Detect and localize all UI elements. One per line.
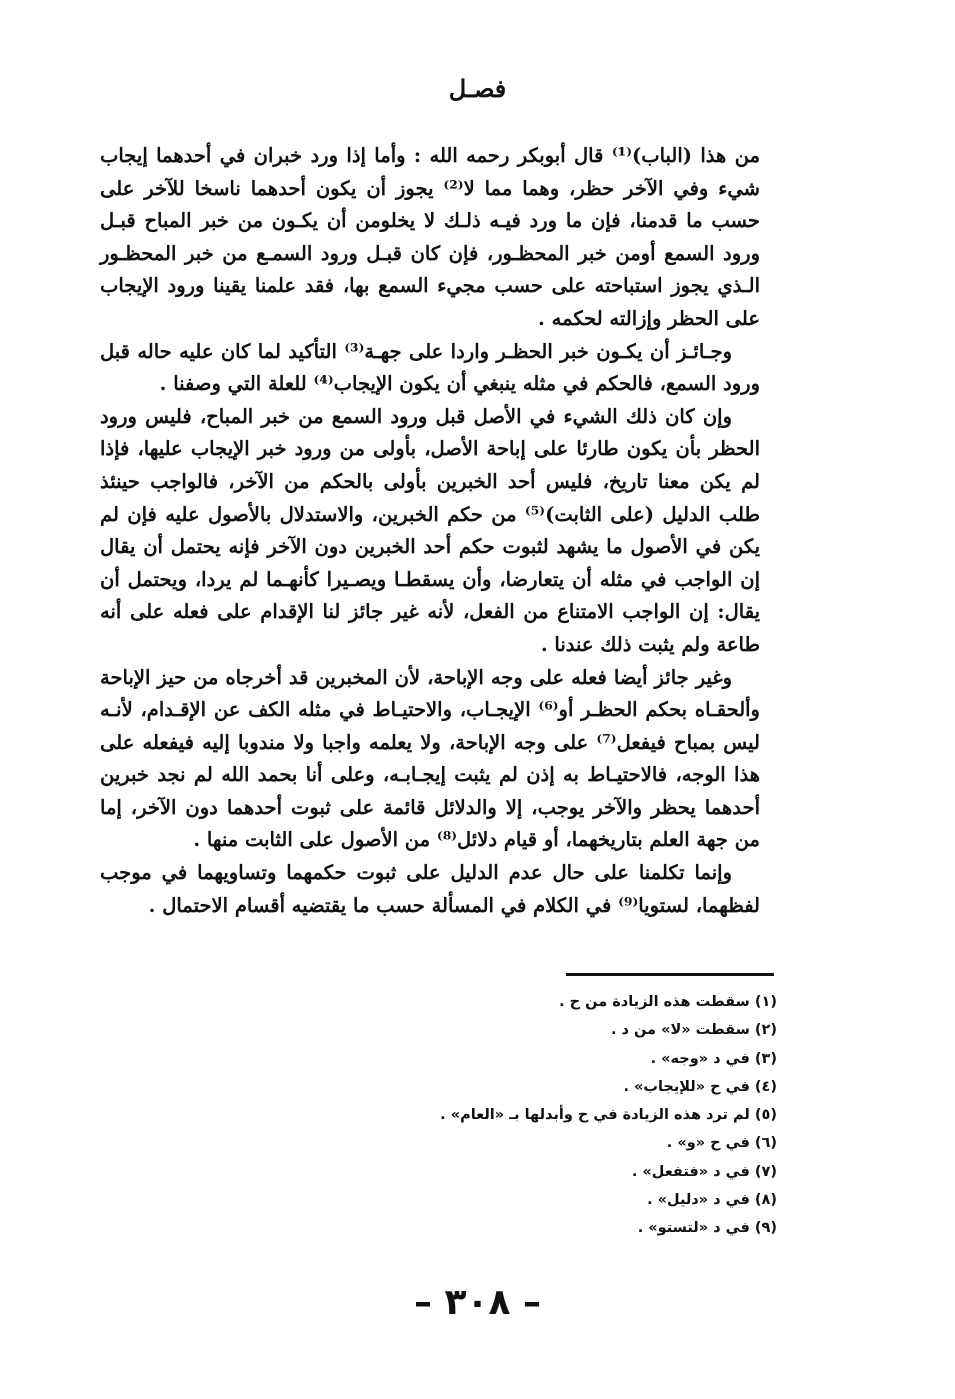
footnote-9: (٩) في د «لتستو» . xyxy=(637,1220,777,1237)
footnote-7: (٧) في د «فتفعل» . xyxy=(631,1163,777,1180)
footnote-8: (٨) في د «دليل» . xyxy=(647,1192,777,1209)
footnote-2: (٢) سقطت «لا» من د . xyxy=(610,1022,777,1039)
main-text xyxy=(100,140,760,922)
page-number: – ٣٠٨ – xyxy=(413,1282,541,1323)
footnotes-list xyxy=(417,988,777,1243)
footnote-1: (١) سقطت هذه الزيادة من ح . xyxy=(559,994,777,1010)
footnote-4: (٤) في ح «للإيجاب» . xyxy=(623,1078,777,1095)
paragraph-5: وإنما تكلمنا على حال عدم الدليل على ثبوت حكمهما وتساويهما في موجب لفظهما، لستويا⁽⁹⁾ في الكلام في المسألة حسب ما يقتضيه أقسام الاحتمال . xyxy=(100,861,760,917)
section-title: فصـل xyxy=(448,74,507,103)
footnote-divider xyxy=(566,973,774,976)
paragraph-3: وإن كان ذلك الشيء في الأصل قبل ورود السمع من خبر المباح، فليس ورود الحظر بأن يكون طارئا على إباحة الأصل، بأولى من ورود خبر الإيجاب عليها، فإذا لم يكن معنا تاريخ، فليس أحد الخبرين بأولى بالحكم من الآخر، فالواجب حينئذ طلب الدليل (على الثابت)⁽⁵⁾ من حكم الخبرين، والاستدلال بالأصول عليه فإن لم يكن في الأصول ما يشهد لثبوت حكم أحد الخبرين دون الآخر فإنه يحتمل أن يقال إن الواجب في مثله أن يتعارضا، وأن يسقطـا ويصـيرا كأنهـما لم يردا، ويحتمل أن يقال: إن الواجب الامتناع من الفعل، لأنه غير جائز لنا الإقدام على فعله على أنه طاعة ولم يثبت ذلك عندنا . xyxy=(100,404,760,656)
paragraph-1: من هذا (الباب)⁽¹⁾ قال أبوبكر رحمه الله : وأما إذا ورد خبران في أحدهما إيجاب شيء وفي الآخر حظر، وهما مما لا⁽²⁾ يجوز أن يكون أحدهما ناسخا للآخر على حسب ما قدمنا، فإن ما ورد فيـه ذلـك لا يخلومن أن يكـون من خبر المباح قبـل ورود السمع أومن خبر المحظـور، فإن كان قبـل ورود السمـع من خبر المحظـور الـذي يجوز استباحته على حسب مجيء السمع بها، فقد علمنا يقينا ورود الإيجاب على الحظر وإزالته لحكمه . xyxy=(100,144,761,330)
footnote-6: (٦) في ح «و» . xyxy=(666,1135,777,1152)
paragraph-4: وغير جائز أيضا فعله على وجه الإباحة، لأن المخبرين قد أخرجاه من حيز الإباحة وألحقـاه بحكم الحظـر أو⁽⁶⁾ الإيجـاب، والاحتيـاط في مثله الكف عن الإقـدام، لأنـه ليس بمباح فيفعل⁽⁷⁾ على وجه الإباحة، ولا يعلمه واجبا ولا مندوبا إليه فيفعله على هذا الوجه، فالاحتيـاط به إذن لم يثبت إيجـابـه، وعلى أنا بحمد الله لم نجد خبرين أحدهما يحظر والآخر يوجب، إلا والدلائل قائمة على ثبوت أحدهما دون الآخر، إما من جهة العلم بتاريخهما، أو قيام دلائل⁽⁸⁾ من الأصول على الثابت منها . xyxy=(100,665,760,852)
footnote-3: (٣) في د «وجه» . xyxy=(650,1050,777,1067)
paragraph-2: وجـائـز أن يكـون خبر الحظـر واردا على جهـة⁽³⁾ التأكيد لما كان عليه حاله قبل ورود السمع، فالحكم في مثله ينبغي أن يكون الإيجاب⁽⁴⁾ للعلة التي وصفنا . xyxy=(100,339,760,396)
footnote-5: (٥) لم ترد هذه الزيادة في ح وأبدلها بـ «العام» . xyxy=(440,1107,777,1124)
